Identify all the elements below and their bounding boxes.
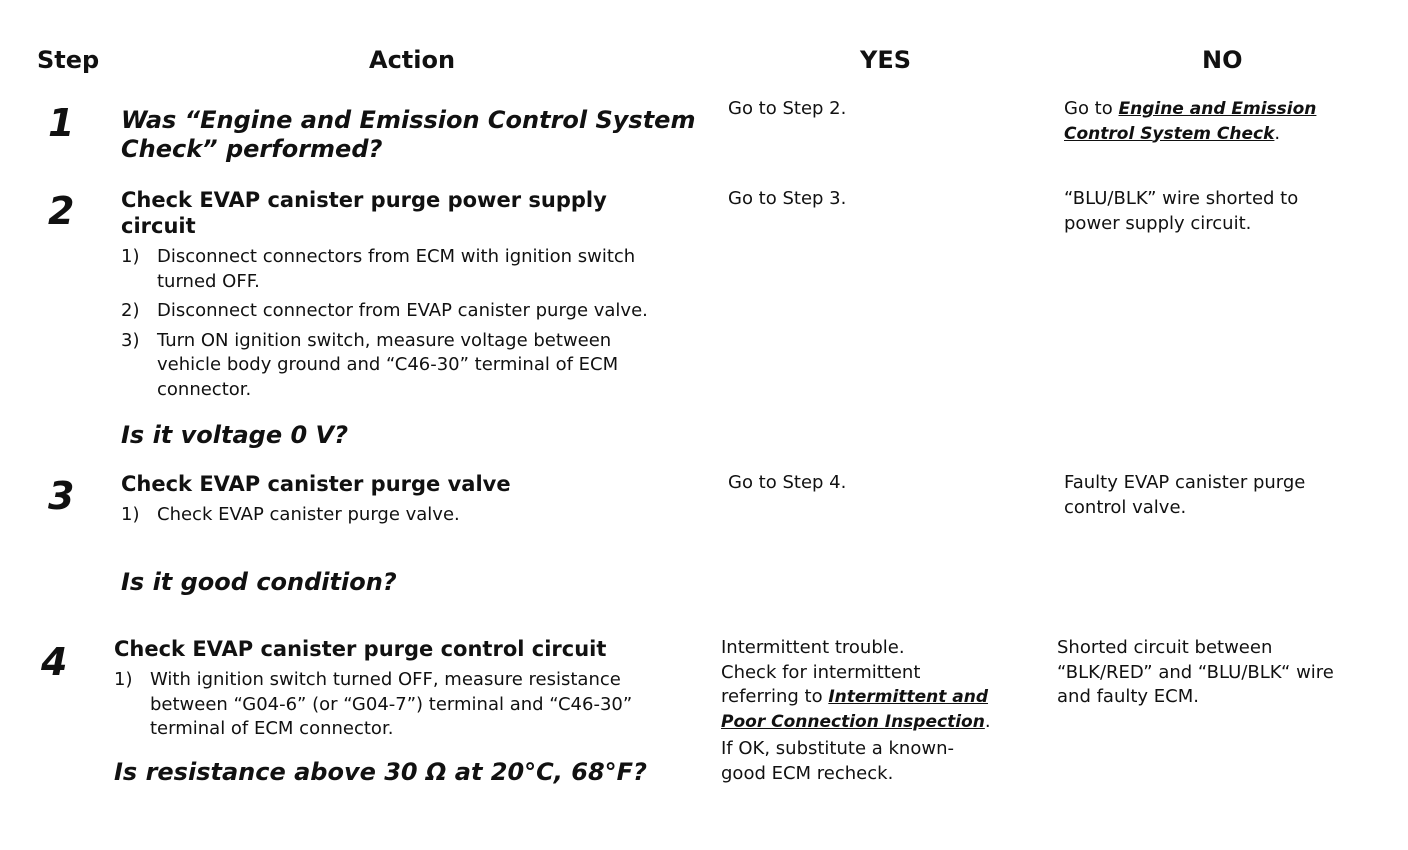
step-2-no-line: “BLU/BLK” wire shorted to [1064, 188, 1299, 209]
step-3-question: Is it good condition? [121, 568, 397, 596]
substep [121, 503, 721, 528]
step-4-yes-line: If OK, substitute a known- [721, 738, 954, 759]
step-2-number: 2 [48, 189, 75, 233]
step-4-yes-line: good ECM recheck. [721, 762, 894, 784]
step-3-no-line: control valve. [1064, 496, 1187, 518]
intermittent-inspection-link[interactable]: Intermittent and [828, 687, 989, 707]
step-3-no [1064, 471, 1305, 520]
step-3-title: Check EVAP canister purge valve [121, 472, 511, 496]
substep [121, 299, 721, 324]
step-1-question-line: Was “Engine and Emission Control System [121, 106, 696, 134]
substep-text: vehicle body ground and “C46-30” terminal of ECM [157, 354, 619, 375]
step-3-number: 3 [48, 474, 75, 518]
step-3-substeps [121, 503, 721, 533]
step-1-number: 1 [48, 101, 75, 145]
step-1-no-prefix: Go to [1064, 98, 1119, 119]
substep-number: 1) [121, 246, 140, 267]
step-1-question-line: Check” performed? [121, 135, 383, 163]
step-2-title [121, 187, 607, 239]
step-4-title: Check EVAP canister purge control circuit [114, 637, 607, 661]
step-2-title-line: circuit [121, 214, 196, 238]
step-1-question [121, 106, 695, 164]
step-4-no-line: and faulty ECM. [1057, 686, 1199, 707]
step-2-yes: Go to Step 3. [728, 188, 847, 209]
step-4-yes-link-suffix: . [984, 710, 991, 732]
substep-text: With ignition switch turned OFF, measure resistance [150, 669, 621, 690]
intermittent-inspection-link[interactable]: Poor Connection Inspection [721, 711, 985, 732]
substep-text: connector. [157, 378, 252, 400]
substep-number: 1) [114, 669, 133, 690]
engine-emission-check-link[interactable]: Control System Check [1064, 123, 1275, 144]
step-2-substeps [121, 245, 721, 407]
step-4-substeps [114, 668, 714, 747]
header-step: Step [37, 46, 100, 74]
step-1-no [1064, 97, 1316, 146]
substep-text: Turn ON ignition switch, measure voltage between [157, 329, 612, 351]
step-1-yes: Go to Step 2. [728, 98, 847, 119]
substep-text: Disconnect connectors from ECM with ignition switch [157, 246, 636, 267]
step-1-no-suffix: . [1274, 122, 1281, 144]
step-4-yes [721, 636, 991, 786]
step-2-question: Is it voltage 0 V? [121, 421, 349, 449]
step-4-yes-line: Intermittent trouble. [721, 637, 905, 658]
substep-text: turned OFF. [157, 270, 260, 292]
substep-text: between “G04-6” (or “G04-7”) terminal and “C46-30” [150, 693, 633, 715]
step-4-yes-ref-prefix: referring to [721, 686, 829, 707]
substep-number: 3) [121, 329, 140, 351]
step-4-no [1057, 636, 1334, 710]
step-4-number: 4 [41, 640, 68, 684]
step-3-yes: Go to Step 4. [728, 472, 847, 493]
substep [121, 329, 721, 403]
substep-text: Disconnect connector from EVAP canister purge valve. [157, 300, 648, 321]
engine-emission-check-link[interactable]: Engine and Emission [1118, 99, 1317, 119]
substep [121, 245, 721, 294]
substep [114, 668, 714, 742]
step-2-title-line: Check EVAP canister purge power supply [121, 188, 607, 212]
substep-number: 2) [121, 300, 140, 321]
step-2-no-line: power supply circuit. [1064, 212, 1252, 234]
step-4-yes-line: Check for intermittent [721, 661, 921, 683]
substep-text: terminal of ECM connector. [150, 718, 394, 739]
step-4-no-line: “BLK/RED” and “BLU/BLK“ wire [1057, 661, 1334, 683]
step-4-no-line: Shorted circuit between [1057, 637, 1273, 658]
step-2-no [1064, 187, 1298, 236]
step-3-no-line: Faulty EVAP canister purge [1064, 472, 1306, 493]
header-action: Action [369, 46, 456, 74]
substep-text: Check EVAP canister purge valve. [157, 504, 460, 525]
step-4-question: Is resistance above 30 Ω at 20°C, 68°F? [114, 758, 647, 786]
header-yes: YES [860, 46, 912, 74]
header-no: NO [1202, 46, 1243, 74]
substep-number: 1) [121, 504, 140, 525]
